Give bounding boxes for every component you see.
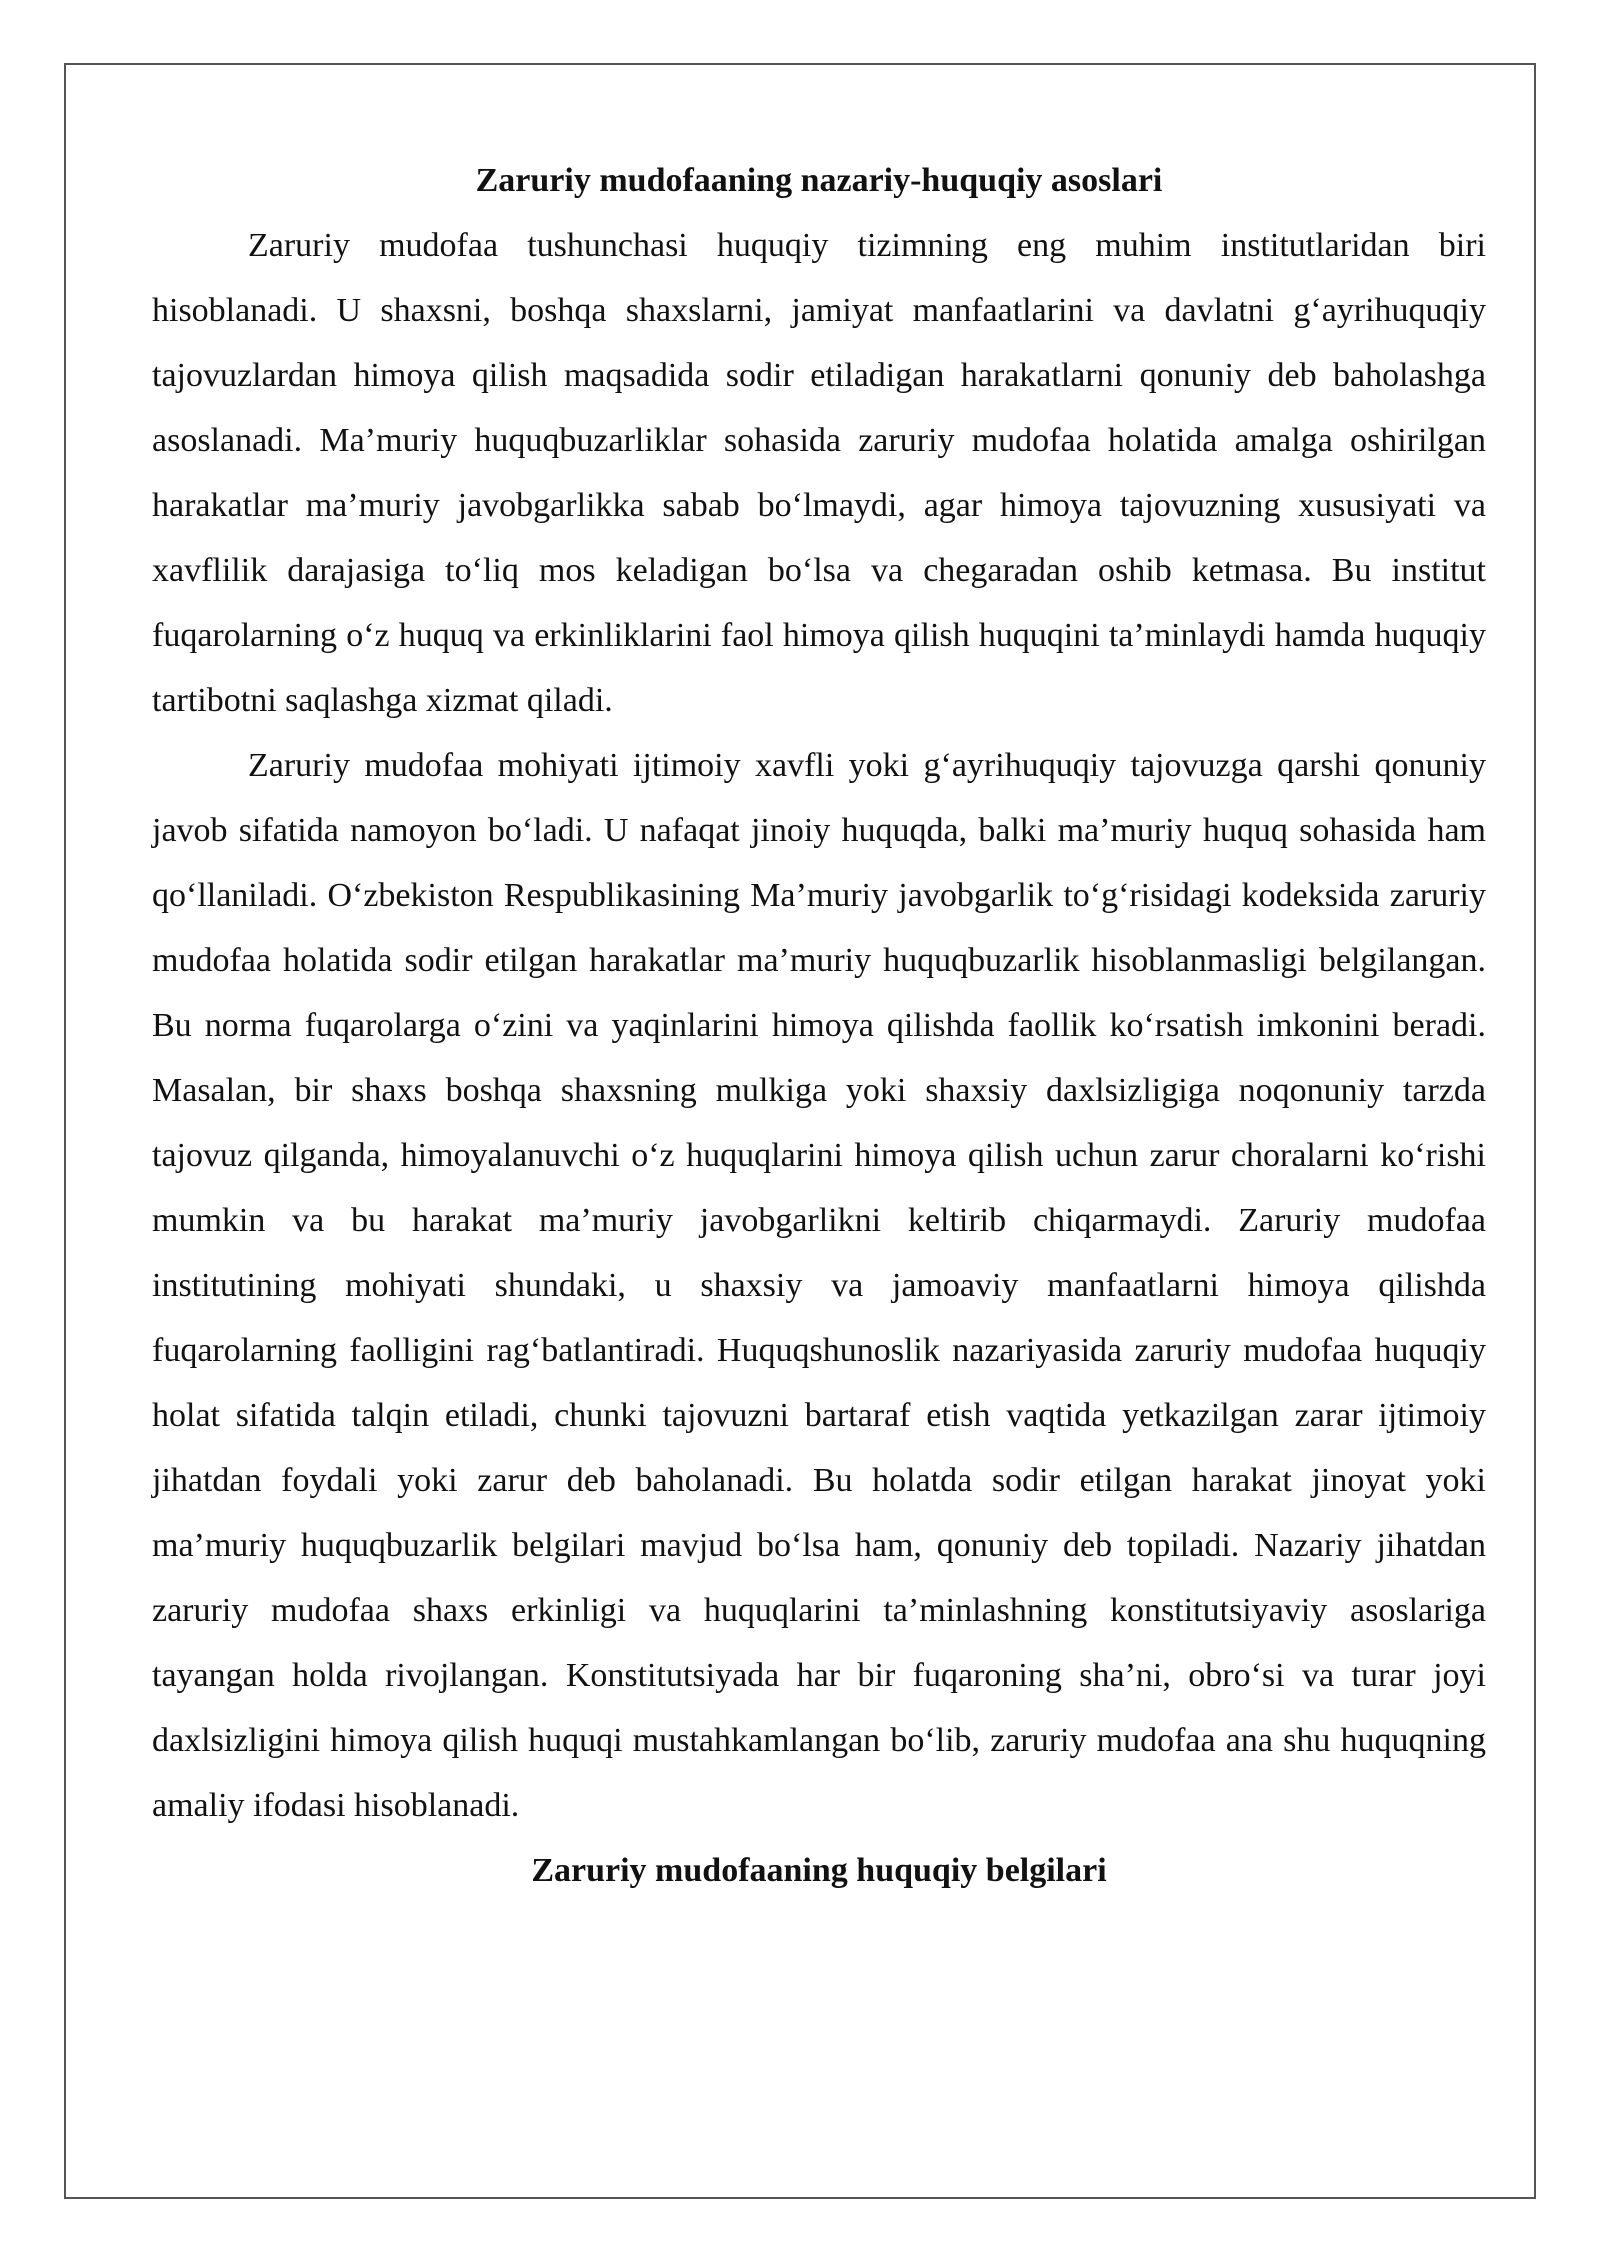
- section-heading: Zaruriy mudofaaning nazariy-huquqiy asoslari: [475, 162, 1163, 199]
- document-body: [152, 148, 1486, 1903]
- paragraph: Zaruriy mudofaa mohiyati ijtimoiy xavfli yoki g‘ayrihuquqiy tajovuzga qarshi qonuniy javob sifatida namoyon bo‘ladi. U nafaqat jinoiy huquqda, balki ma’muriy huquq sohasida ham qo‘llaniladi. O‘zbekiston Respublikasining Ma’muriy javobgarlik to‘g‘risidagi kodeksida zaruriy mudofaa holatida sodir etilgan harakatlar ma’muriy huquqbuzarlik hisoblanmasligi belgilangan. Bu norma fuqarolarga o‘zini va yaqinlarini himoya qilishda faollik ko‘rsatish imkonini beradi. Masalan, bir shaxs boshqa shaxsning mulkiga yoki shaxsiy daxlsizligiga noqonuniy tarzda tajovuz qilganda, himoyalanuvchi o‘z huquqlarini himoya qilish uchun zarur choralarni ko‘rishi mumkin va bu harakat ma’muriy javobgarlikni keltirib chiqarmaydi. Zaruriy mudofaa institutining mohiyati shundaki, u shaxsiy va jamoaviy manfaatlarni himoya qilishda fuqarolarning faolligini rag‘batlantiradi. Huquqshunoslik nazariyasida zaruriy mudofaa huquqiy holat sifatida talqin etiladi, chunki tajovuzni bartaraf etish vaqtida yetkazilgan zarar ijtimoiy jihatdan foydali yoki zarur deb baholanadi. Bu holatda sodir etilgan harakat jinoyat yoki ma’muriy huquqbuzarlik belgilari mavjud bo‘lsa ham, qonuniy deb topiladi. Nazariy jihatdan zaruriy mudofaa shaxs erkinligi va huquqlarini ta’minlashning konstitutsiyaviy asoslariga tayangan holda rivojlangan. Konstitutsiyada har bir fuqaroning sha’ni, obro‘si va turar joyi daxlsizligini himoya qilish huquqi mustahkamlangan bo‘lib, zaruriy mudofaa ana shu huquqning amaliy ifodasi hisoblanadi.: [152, 747, 1486, 1824]
- paragraph: Zaruriy mudofaa tushunchasi huquqiy tizimning eng muhim institutlaridan biri hisoblanadi. U shaxsni, boshqa shaxslarni, jamiyat manfaatlarini va davlatni g‘ayrihuquqiy tajovuzlardan himoya qilish maqsadida sodir etiladigan harakatlarni qonuniy deb baholashga asoslanadi. Ma’muriy huquqbuzarliklar sohasida zaruriy mudofaa holatida amalga oshirilgan harakatlar ma’muriy javobgarlikka sabab bo‘lmaydi, agar himoya tajovuzning xususiyati va xavflilik darajasiga to‘liq mos keladigan bo‘lsa va chegaradan oshib ketmasa. Bu institut fuqarolarning o‘z huquq va erkinliklarini faol himoya qilish huquqini ta’minlaydi hamda huquqiy tartibotni saqlashga xizmat qiladi.: [152, 227, 1486, 719]
- section-heading: Zaruriy mudofaaning huquqiy belgilari: [531, 1852, 1107, 1889]
